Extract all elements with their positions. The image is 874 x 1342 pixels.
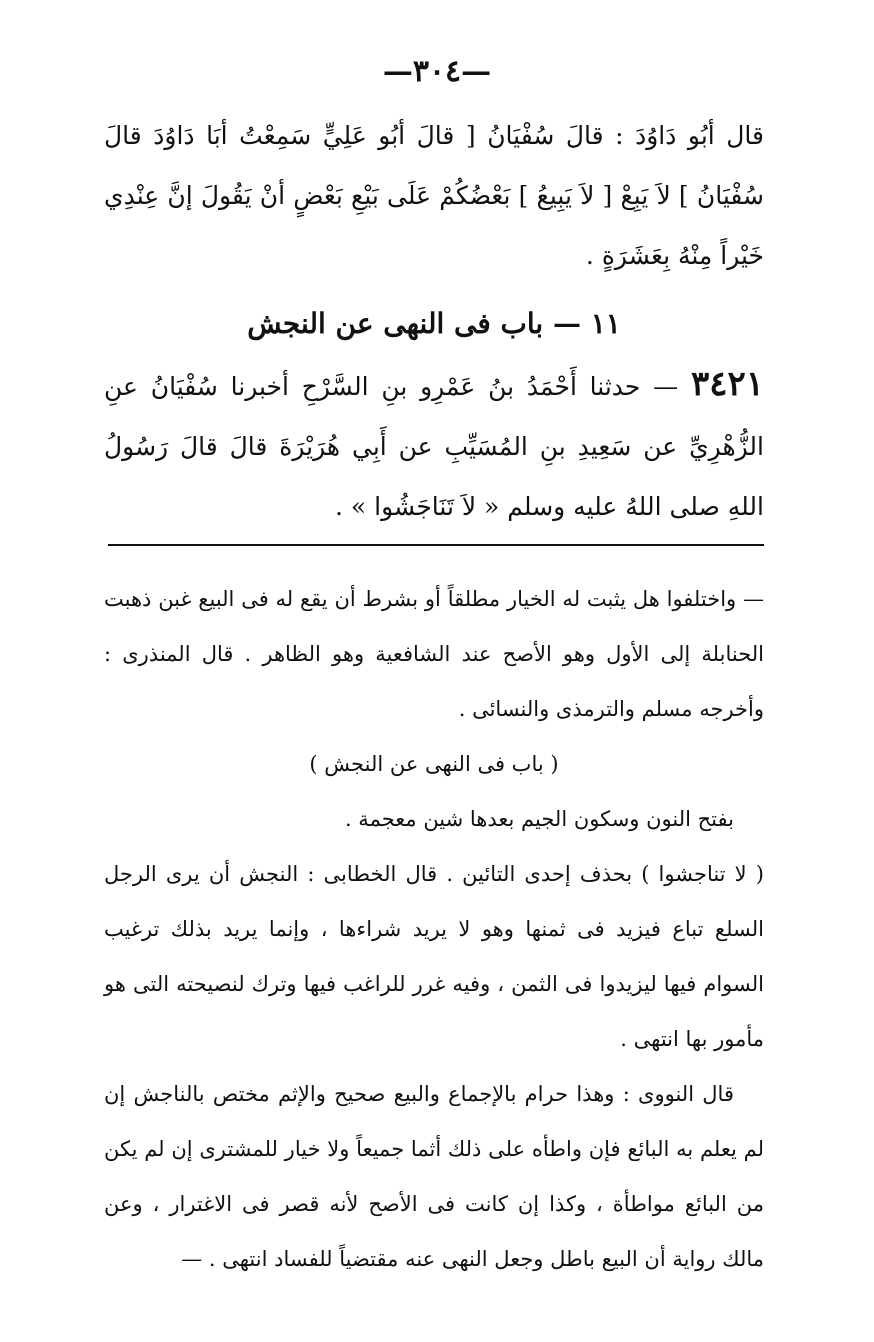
main-paragraph: قال أبُو دَاوُدَ : قالَ سُفْيَانُ [ قالَ أبُو عَلِيٍّ سَمِعْتُ أبَا دَاوُدَ قالَ سُفْيَانُ ] لاَ يَبِعْ [ لاَ يَبِيعُ ] بَعْضُكُمْ عَلَى بَيْعِ بَعْضٍ أنْ يَقُولَ إنَّ عِنْدِي خَيْراً مِنْهُ بِعَشَرَةٍ . bbox=[104, 121, 764, 270]
page-number: —٣٠٤— bbox=[382, 54, 492, 89]
footnote-separator bbox=[108, 544, 764, 546]
hadith-block bbox=[104, 354, 764, 537]
chapter-heading: ١١ — باب فى النهى عن النجش bbox=[247, 307, 621, 340]
commentary-paragraph-1: — واختلفوا هل يثبت له الخيار مطلقاً أو بشرط أن يقع له فى البيع غبن ذهبت الحنابلة إلى الأول وهو الأصح عند الشافعية وهو الظاهر . قال المنذرى : وأخرجه مسلم والترمذى والنسائى . bbox=[104, 587, 764, 721]
hadith-text: — حدثنا أَحْمَدُ بنُ عَمْرِو بنِ السَّرْحِ أخبرنا سُفْيَانُ عنِ الزُّهْرِيِّ عن سَعِيدِ بنِ المُسَيِّبِ عن أَبِي هُرَيْرَةَ قالَ قالَ رَسُولُ اللهِ صلى اللهُ عليه وسلم « لاَ تَنَاجَشُوا » . bbox=[104, 372, 764, 521]
commentary-paragraph-4: قال النووى : وهذا حرام بالإجماع والبيع صحيح والإثم مختص بالناجش إن لم يعلم به البائع فإن واطأه على ذلك أثما جميعاً ولا خيار للمشترى إن لم يكن من البائع مواطأة ، وكذا إن كانت فى الأصح لأنه قصر فى الاغترار ، وعن مالك رواية أن البيع باطل وجعل النهى عنه مقتضياً للفساد انتهى . — bbox=[104, 1082, 764, 1271]
hadith-number: ٣٤٢١ bbox=[690, 364, 764, 404]
hadith-paragraph bbox=[104, 354, 764, 537]
commentary-block bbox=[104, 572, 764, 1287]
commentary-paragraph-3: ( لا تناجشوا ) بحذف إحدى التائين . قال الخطابى : النجش أن يرى الرجل السلع تباع فيزيد فى ثمنها وهو لا يريد شراءها ، وإنما يريد بذلك ترغيب السوام فيها ليزيدوا فى الثمن ، وفيه غرر للراغب فيها وترك لنصيحته التى هو مأمور بها انتهى . bbox=[104, 862, 764, 1051]
commentary-sub-heading: ( باب فى النهى عن النجش ) bbox=[309, 752, 559, 776]
commentary-paragraph-2: بفتح النون وسكون الجيم بعدها شين معجمة . bbox=[344, 807, 734, 831]
main-text-block bbox=[104, 106, 764, 286]
